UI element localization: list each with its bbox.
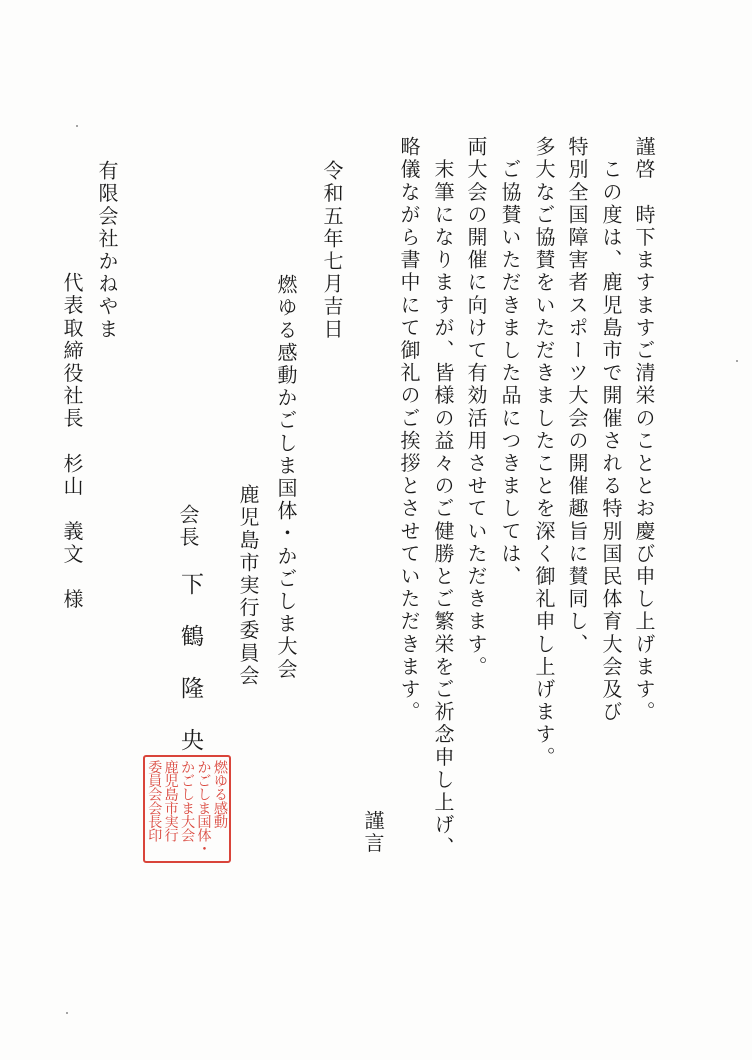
seal-line-4: 鹿児島市実行 [162, 760, 179, 842]
recipient-company: 有限会社かねやま [95, 160, 119, 341]
scan-speck [76, 125, 78, 127]
letter-line-7: 末筆になりますが、皆様の益々のご健勝とご繁栄をご祈念申し上げ、 [431, 136, 455, 860]
letter-line-5: ご協賛いただきました品につきましては、 [498, 136, 522, 588]
letter-line-6: 両大会の開催に向けて有効活用させていただきます。 [464, 136, 488, 679]
letter-line-1: 謹啓 時下ますますご清栄のこととお慶び申し上げます。 [632, 136, 656, 724]
sender-title: 会長 [176, 504, 200, 550]
seal-line-2: かごしま国体・ [195, 760, 212, 856]
sender-organization-line1: 燃ゆる感動かごしま国体・かごしま大会 [274, 274, 298, 681]
letter-date: 令和五年七月吉日 [320, 160, 344, 341]
recipient-person: 代表取締役社長 杉山 義文 様 [60, 272, 84, 611]
scan-speck [66, 1012, 68, 1014]
letter-line-8: 略儀ながら書中にて御礼のご挨拶とさせていただきます。 [397, 136, 421, 724]
sender-name: 下 鶴 隆 央 [177, 572, 203, 754]
letter-line-3: 特別全国障害者スポーツ大会の開催趣旨に賛同し、 [565, 136, 589, 656]
seal-line-3: かごしま大会 [179, 760, 196, 842]
letter-line-4: 多大なご協賛をいただきましたことを深く御礼申し上げます。 [532, 136, 556, 769]
seal-line-1: 燃ゆる感動 [211, 760, 228, 829]
letter-line-2: この度は、鹿児島市で開催される特別国民体育大会及び [599, 136, 623, 724]
seal-line-5: 委員会会長印 [146, 760, 163, 842]
sender-organization-line2: 鹿児島市実行委員会 [236, 484, 260, 688]
scan-speck [736, 360, 738, 362]
official-seal-stamp [143, 755, 231, 863]
closing-word: 謹言 [361, 810, 385, 856]
